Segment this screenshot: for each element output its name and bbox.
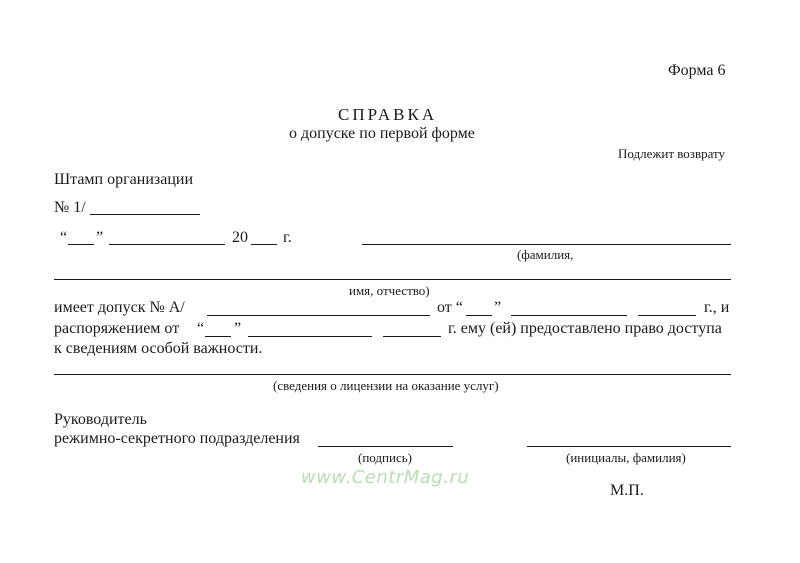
number-blank-line <box>90 214 200 215</box>
number-label: № 1/ <box>54 199 86 216</box>
from-quote-close: ” <box>494 299 502 316</box>
date-month-line <box>109 244 225 245</box>
year-end: г., и <box>704 299 730 316</box>
date-quote-open: “ <box>60 229 68 246</box>
year-prefix: 20 <box>232 229 248 246</box>
full-name-line <box>54 279 731 280</box>
date-day-line <box>68 244 94 245</box>
from-month-line <box>511 315 627 316</box>
from-year-line <box>638 315 696 316</box>
granted-text: г. ему (ей) предоставлено право доступа <box>448 320 722 337</box>
order-day-line <box>205 336 231 337</box>
from-label: от “ <box>437 299 463 316</box>
order-label: распоряжением от <box>54 320 180 337</box>
order-year-line <box>383 336 441 337</box>
dept-label: режимно-секретного подразделения <box>54 430 300 447</box>
license-line <box>54 374 731 375</box>
order-month-line <box>248 336 372 337</box>
order-quote-open: “ <box>197 320 205 337</box>
secrecy-text: к сведениям особой важности. <box>54 340 263 357</box>
year-line <box>251 244 277 245</box>
clearance-number-line <box>207 315 430 316</box>
year-suffix: г. <box>283 229 292 246</box>
stamp-label: Штамп организации <box>54 171 194 188</box>
head-label: Руководитель <box>54 411 147 428</box>
caption-initials: (инициалы, фамилия) <box>566 450 686 465</box>
caption-surname: (фамилия, <box>517 247 574 262</box>
return-note: Подлежит возврату <box>618 146 726 161</box>
caption-signature: (подпись) <box>358 450 412 465</box>
seal-label: М.П. <box>610 482 644 499</box>
form-number: Форма 6 <box>668 62 726 79</box>
caption-name: имя, отчество) <box>349 283 430 298</box>
surname-line <box>362 244 731 245</box>
document-title: СПРАВКА <box>338 105 438 124</box>
signature-line <box>318 446 453 447</box>
watermark: www.CentrMag.ru <box>301 467 470 488</box>
date-quote-close: ” <box>96 229 104 246</box>
initials-line <box>527 446 731 447</box>
document-subtitle: о допуске по первой форме <box>289 125 475 142</box>
order-quote-close: ” <box>234 320 242 337</box>
caption-license: (сведения о лицензии на оказание услуг) <box>273 378 499 393</box>
clearance-prefix: имеет допуск № А/ <box>54 299 185 316</box>
from-day-line <box>466 315 492 316</box>
